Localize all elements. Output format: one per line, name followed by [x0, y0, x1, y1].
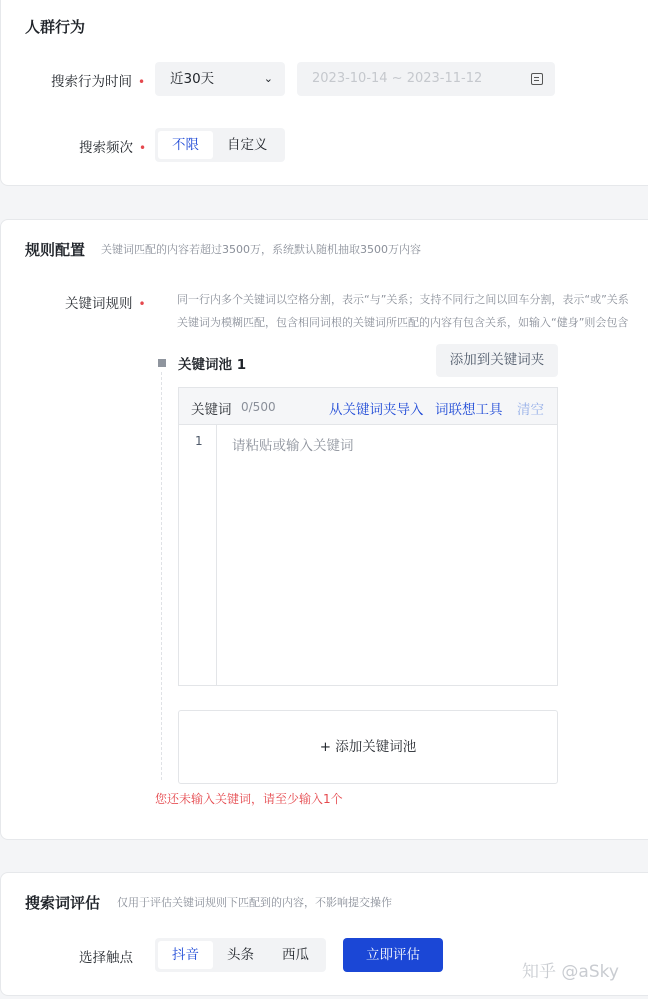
time-range-select-value: 近30天 [170, 71, 215, 87]
editor-header-label: 关键词 [191, 402, 232, 418]
search-frequency-label-text: 搜索频次 [79, 140, 133, 156]
rule-config-subtitle: 关键词匹配的内容若超过3500万，系统默认随机抽取3500万内容 [101, 243, 421, 256]
keyword-rule-label [65, 292, 146, 312]
line-number-gutter [179, 425, 217, 685]
touchpoint-segmented-control [155, 938, 326, 972]
pool-bullet-icon [158, 359, 166, 367]
frequency-option-custom[interactable]: 自定义 [227, 137, 268, 153]
section-title-search-eval: 搜索词评估 [25, 894, 101, 912]
keyword-rule-label-text: 关键词规则 [65, 296, 133, 312]
required-marker: • [138, 297, 146, 311]
keyword-error-message: 您还未输入关键词，请至少输入1个 [155, 792, 343, 806]
association-tool-link[interactable]: 词联想工具 [435, 402, 503, 418]
calendar-icon [531, 73, 543, 85]
required-marker: • [138, 75, 146, 89]
clear-link[interactable]: 清空 [517, 402, 544, 418]
search-time-label-text: 搜索行为时间 [51, 74, 132, 90]
touchpoint-option-xigua[interactable]: 西瓜 [282, 947, 309, 963]
keyword-rule-hint-line2: 关键词为模糊匹配，包含相同词根的关键词所匹配的内容有包含关系，如输入“健身”则会包含 [177, 316, 629, 329]
chevron-down-icon: ⌄ [263, 72, 273, 85]
frequency-segmented-control [155, 128, 285, 162]
line-number: 1 [195, 434, 203, 448]
touchpoint-option-toutiao[interactable]: 头条 [227, 947, 254, 963]
touchpoint-label: 选择触点 [79, 950, 133, 966]
date-range-value: 2023-10-14 ~ 2023-11-12 [312, 71, 483, 86]
time-range-select[interactable] [155, 62, 285, 96]
keyword-input-placeholder: 请粘贴或输入关键词 [232, 438, 354, 454]
section-title-rule-config: 规则配置 [25, 241, 86, 259]
keyword-count: 0/500 [241, 400, 276, 414]
pool-guide-line [161, 372, 162, 780]
keyword-editor[interactable] [178, 387, 558, 686]
required-marker: • [139, 141, 147, 155]
keyword-rule-hint-line1: 同一行内多个关键词以空格分割，表示“与”关系；支持不同行之间以回车分割，表示“或”关系 [177, 293, 629, 306]
date-range-picker[interactable] [297, 62, 555, 96]
keyword-pool-title: 关键词池 1 [178, 357, 247, 373]
search-eval-subtitle: 仅用于评估关键词规则下匹配到的内容，不影响提交操作 [117, 896, 392, 909]
add-to-keyword-folder-button[interactable]: 添加到关键词夹 [436, 344, 558, 377]
watermark: 知乎 @aSky [522, 962, 619, 982]
section-title-crowd-behavior: 人群行为 [25, 18, 86, 36]
frequency-option-unlimited[interactable]: 不限 [158, 131, 213, 159]
import-from-folder-link[interactable]: 从关键词夹导入 [329, 402, 424, 418]
keyword-editor-header [179, 388, 557, 425]
search-time-label [51, 70, 145, 90]
evaluate-now-button[interactable]: 立即评估 [343, 938, 443, 972]
search-frequency-label [79, 136, 146, 156]
add-keyword-pool-button[interactable]: + 添加关键词池 [178, 710, 558, 784]
touchpoint-option-douyin[interactable]: 抖音 [158, 941, 213, 969]
